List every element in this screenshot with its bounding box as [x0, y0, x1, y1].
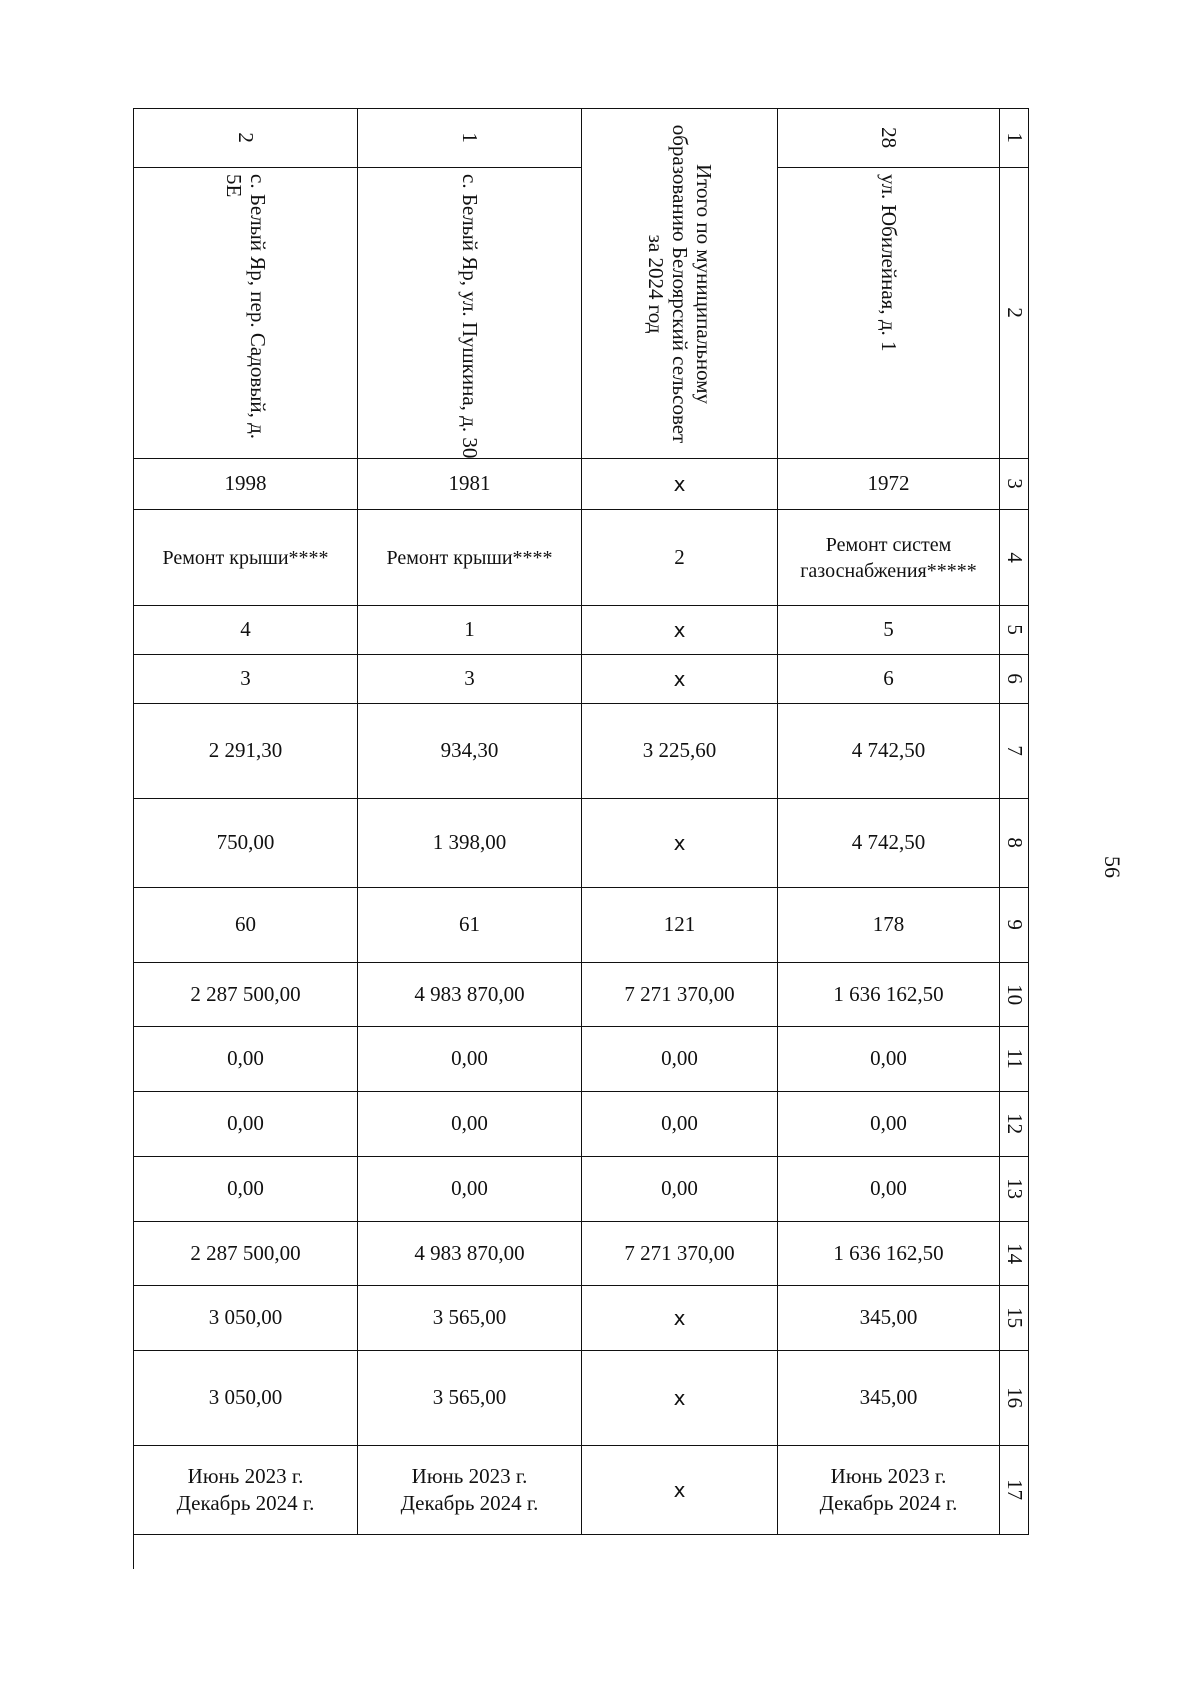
row-index: 6: [1000, 655, 1029, 704]
row-index: 5: [1000, 606, 1029, 655]
col-d-work-line-1: Ремонт систем: [825, 533, 952, 556]
col-b-c9: 61: [358, 888, 582, 963]
col-d-c14: 1 636 162,50: [778, 1222, 1000, 1286]
col-d-c9: 178: [778, 888, 1000, 963]
col-b-header: [358, 109, 582, 459]
col-d-c10: 1 636 162,50: [778, 963, 1000, 1027]
col-c-c12: 0,00: [582, 1092, 778, 1157]
row-index: 9: [1000, 888, 1029, 963]
col-b-c15: 3 565,00: [358, 1286, 582, 1351]
col-c-c14: 7 271 370,00: [582, 1222, 778, 1286]
col-b-period-end: Декабрь 2024 г.: [400, 1491, 539, 1515]
col-d-c5: 5: [778, 606, 1000, 655]
col-c-c13: 0,00: [582, 1157, 778, 1222]
col-c-year: x: [582, 459, 778, 510]
col-a-c8: 750,00: [134, 799, 358, 888]
col-a-address: с. Белый Яр, пер. Садовый, д. 5Е: [221, 174, 270, 440]
col-d-c8: 4 742,50: [778, 799, 1000, 888]
col-a-c14: 2 287 500,00: [134, 1222, 358, 1286]
col-d-year: 1972: [778, 459, 1000, 510]
col-d-c11: 0,00: [778, 1027, 1000, 1092]
row-index: 13: [1000, 1157, 1029, 1222]
col-d-period-start: Июнь 2023 г.: [830, 1463, 947, 1488]
row-index: 4: [1000, 510, 1029, 606]
col-c-c11: 0,00: [582, 1027, 778, 1092]
col-c-c8: x: [582, 799, 778, 888]
col-b-c5: 1: [358, 606, 582, 655]
row-index: 10: [1000, 963, 1029, 1027]
row-index: 3: [1000, 459, 1029, 510]
col-c-c9: 121: [582, 888, 778, 963]
col-a-period: [134, 1446, 358, 1535]
col-a-c7: 2 291,30: [134, 704, 358, 799]
col-a-c13: 0,00: [134, 1157, 358, 1222]
col-d-period-end: Декабрь 2024 г.: [819, 1491, 958, 1515]
col-a-c15: 3 050,00: [134, 1286, 358, 1351]
row-index: 17: [1000, 1446, 1029, 1535]
col-d-work-line-2: газоснабжения*****: [800, 559, 977, 582]
col-a-c16: 3 050,00: [134, 1351, 358, 1446]
col-a-c5: 4: [134, 606, 358, 655]
col-d-c15: 345,00: [778, 1286, 1000, 1351]
col-d-c6: 6: [778, 655, 1000, 704]
col-b-c6: 3: [358, 655, 582, 704]
col-c-work: 2: [582, 510, 778, 606]
row-index: 11: [1000, 1027, 1029, 1092]
page-number: 56: [1100, 856, 1125, 878]
col-a-year: 1998: [134, 459, 358, 510]
col-a-work: Ремонт крыши****: [134, 510, 358, 606]
col-c-c6: x: [582, 655, 778, 704]
col-b-year: 1981: [358, 459, 582, 510]
col-c-header: [582, 109, 778, 459]
col-b-c10: 4 983 870,00: [358, 963, 582, 1027]
col-b-c16: 3 565,00: [358, 1351, 582, 1446]
col-b-c8: 1 398,00: [358, 799, 582, 888]
col-c-c10: 7 271 370,00: [582, 963, 778, 1027]
row-index-1-2: [1000, 109, 1029, 459]
col-d-c16: 345,00: [778, 1351, 1000, 1446]
col-c-c15: x: [582, 1286, 778, 1351]
repair-plan-table: [133, 108, 1029, 1569]
col-b-c12: 0,00: [358, 1092, 582, 1157]
row-index: 14: [1000, 1222, 1029, 1286]
col-d-address: ул. Юбилейная, д. 1: [876, 174, 901, 352]
col-a-number: 2: [234, 132, 259, 144]
col-b-c11: 0,00: [358, 1027, 582, 1092]
col-b-period-start: Июнь 2023 г.: [411, 1463, 528, 1488]
col-a-c6: 3: [134, 655, 358, 704]
row-index-2: 2: [1002, 307, 1027, 318]
row-index: 12: [1000, 1092, 1029, 1157]
col-d-header: [778, 109, 1000, 459]
col-a-c10: 2 287 500,00: [134, 963, 358, 1027]
col-d-c12: 0,00: [778, 1092, 1000, 1157]
col-d-c7: 4 742,50: [778, 704, 1000, 799]
col-c-c5: x: [582, 606, 778, 655]
col-b-c7: 934,30: [358, 704, 582, 799]
col-b-period: [358, 1446, 582, 1535]
col-c-period: x: [582, 1446, 778, 1535]
col-d-number: 28: [877, 127, 902, 149]
col-d-c13: 0,00: [778, 1157, 1000, 1222]
col-a-period-end: Декабрь 2024 г.: [176, 1491, 315, 1515]
col-a-period-start: Июнь 2023 г.: [187, 1463, 304, 1488]
row-index-1: 1: [1002, 132, 1027, 144]
row-index: 7: [1000, 704, 1029, 799]
col-d-work: [778, 510, 1000, 606]
col-c-c16: x: [582, 1351, 778, 1446]
col-b-c14: 4 983 870,00: [358, 1222, 582, 1286]
col-b-number: 1: [458, 132, 483, 144]
col-a-c12: 0,00: [134, 1092, 358, 1157]
row-index: 15: [1000, 1286, 1029, 1351]
col-b-address: с. Белый Яр, ул. Пушкина, д. 30: [457, 174, 482, 459]
row-index: 8: [1000, 799, 1029, 888]
col-a-header: [134, 109, 358, 459]
col-a-c9: 60: [134, 888, 358, 963]
col-b-work: Ремонт крыши****: [358, 510, 582, 606]
col-d-period: [778, 1446, 1000, 1535]
col-b-c13: 0,00: [358, 1157, 582, 1222]
row-index: 16: [1000, 1351, 1029, 1446]
col-c-total-label: Итого по муниципальному образованию Белоярский сельсовет за 2024 год: [643, 124, 716, 444]
col-c-c7: 3 225,60: [582, 704, 778, 799]
col-a-c11: 0,00: [134, 1027, 358, 1092]
